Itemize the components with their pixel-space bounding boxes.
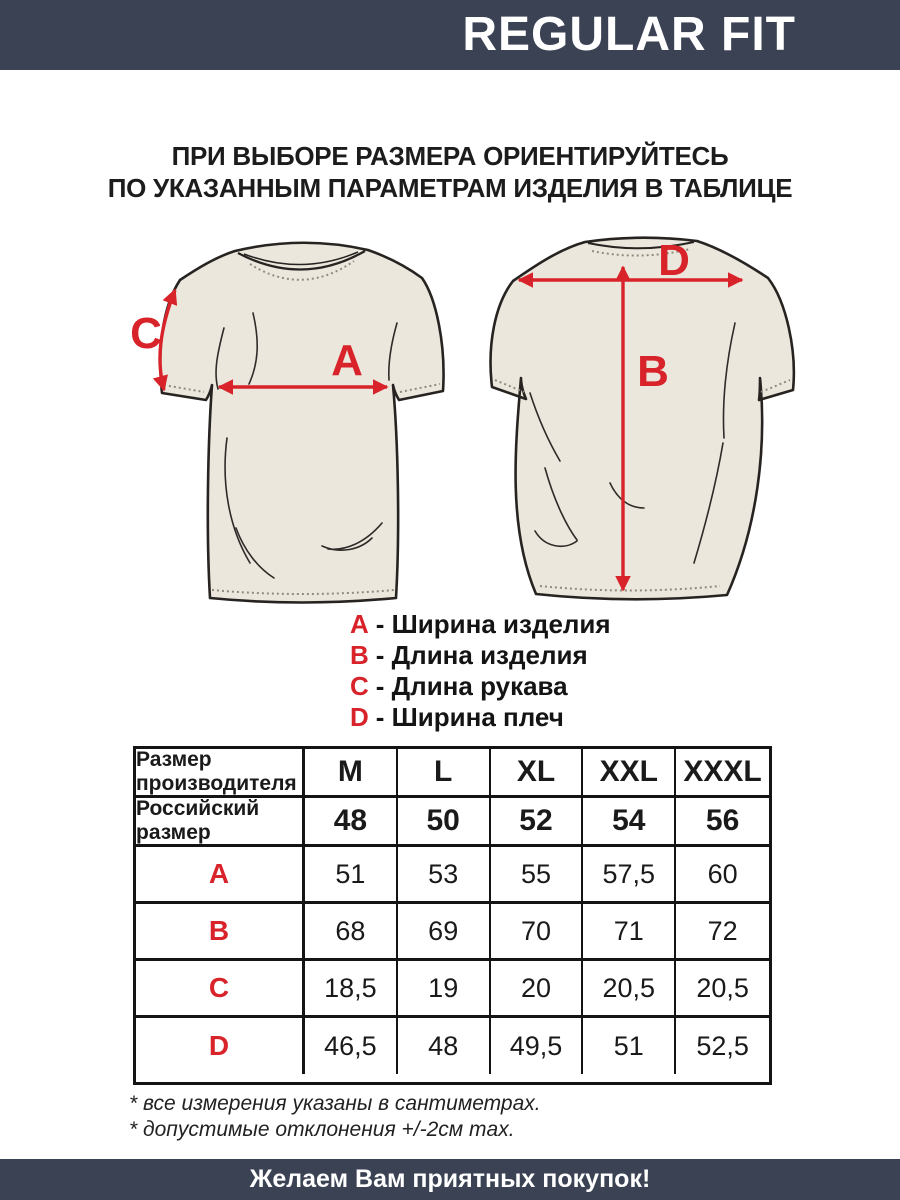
table-cell: 49,5 [491,1018,584,1074]
front-tshirt-illustration [130,243,443,603]
table-cell: 72 [676,904,769,961]
fit-type-title: REGULAR FIT [462,8,796,61]
diagram-label-b: B [637,347,669,396]
footnote-measurements: * все измерения указаны в сантиметрах. [129,1092,541,1115]
table-cell: 56 [676,798,769,847]
table-cell: 60 [676,847,769,904]
table-cell: 57,5 [583,847,676,904]
heading-line-2: ПО УКАЗАННЫМ ПАРАМЕТРАМ ИЗДЕЛИЯ В ТАБЛИЦЕ [107,173,793,203]
table-cell: 20 [491,961,584,1018]
bottom-banner [0,1159,900,1200]
legend-key-a: A [350,609,369,639]
tshirt-measurement-diagram [0,228,900,618]
table-cell: 69 [398,904,491,961]
legend-key-b: B [350,640,369,670]
table-cell: 52,5 [696,1030,749,1061]
bottom-banner-message: Желаем Вам приятных покупок! [249,1165,651,1193]
table-cell: 19 [398,961,491,1018]
row-label-d: D [136,1018,305,1074]
legend-desc-a: - Ширина изделия [375,609,611,639]
table-cell: M [305,749,398,798]
legend-desc-d: - Ширина плеч [375,702,564,732]
table-cell: 71 [583,904,676,961]
table-cell: XXXL [676,749,769,798]
row-label-c: C [136,961,305,1018]
back-tshirt-illustration [491,236,794,599]
legend-item-b [350,640,611,671]
table-cell: 54 [583,798,676,847]
table-cell: 20,5 [676,961,769,1018]
table-cell: 53 [398,847,491,904]
table-cell: XXL [583,749,676,798]
diagram-label-c: C [130,309,162,358]
heading-line-1: ПРИ ВЫБОРЕ РАЗМЕРА ОРИЕНТИРУЙТЕСЬ [171,141,729,171]
footnote-tolerance: * допустимые отклонения +/-2см max. [129,1118,515,1141]
diagram-label-a: A [331,336,363,385]
top-banner [0,0,900,70]
table-cell: XL [491,749,584,798]
size-table [133,746,772,1085]
legend-item-c [350,671,611,702]
table-cell: L [398,749,491,798]
table-cell: 20,5 [583,961,676,1018]
measurement-legend [350,609,611,733]
table-cell: 48 [398,1018,491,1074]
russian-size-label: Российский размер [136,798,305,847]
diagram-label-d: D [658,236,690,285]
legend-key-c: C [350,671,369,701]
table-cell: 52 [491,798,584,847]
table-cell: 51 [305,847,398,904]
row-label-b: B [136,904,305,961]
size-guide-heading [0,140,900,204]
producer-size-label: Размер производителя [136,749,305,798]
legend-item-d [350,702,611,733]
table-cell: 51 [583,1018,676,1074]
table-cell: 50 [398,798,491,847]
table-cell: 68 [305,904,398,961]
legend-desc-c: - Длина рукава [375,671,568,701]
table-cell: 46,5 [305,1018,398,1074]
footnotes [129,1091,541,1143]
legend-desc-b: - Длина изделия [375,640,588,670]
legend-key-d: D [350,702,369,732]
table-cell: 48 [305,798,398,847]
legend-item-a [350,609,611,640]
table-cell: 70 [491,904,584,961]
table-cell: 55 [491,847,584,904]
table-cell: 18,5 [305,961,398,1018]
row-label-a: A [136,847,305,904]
